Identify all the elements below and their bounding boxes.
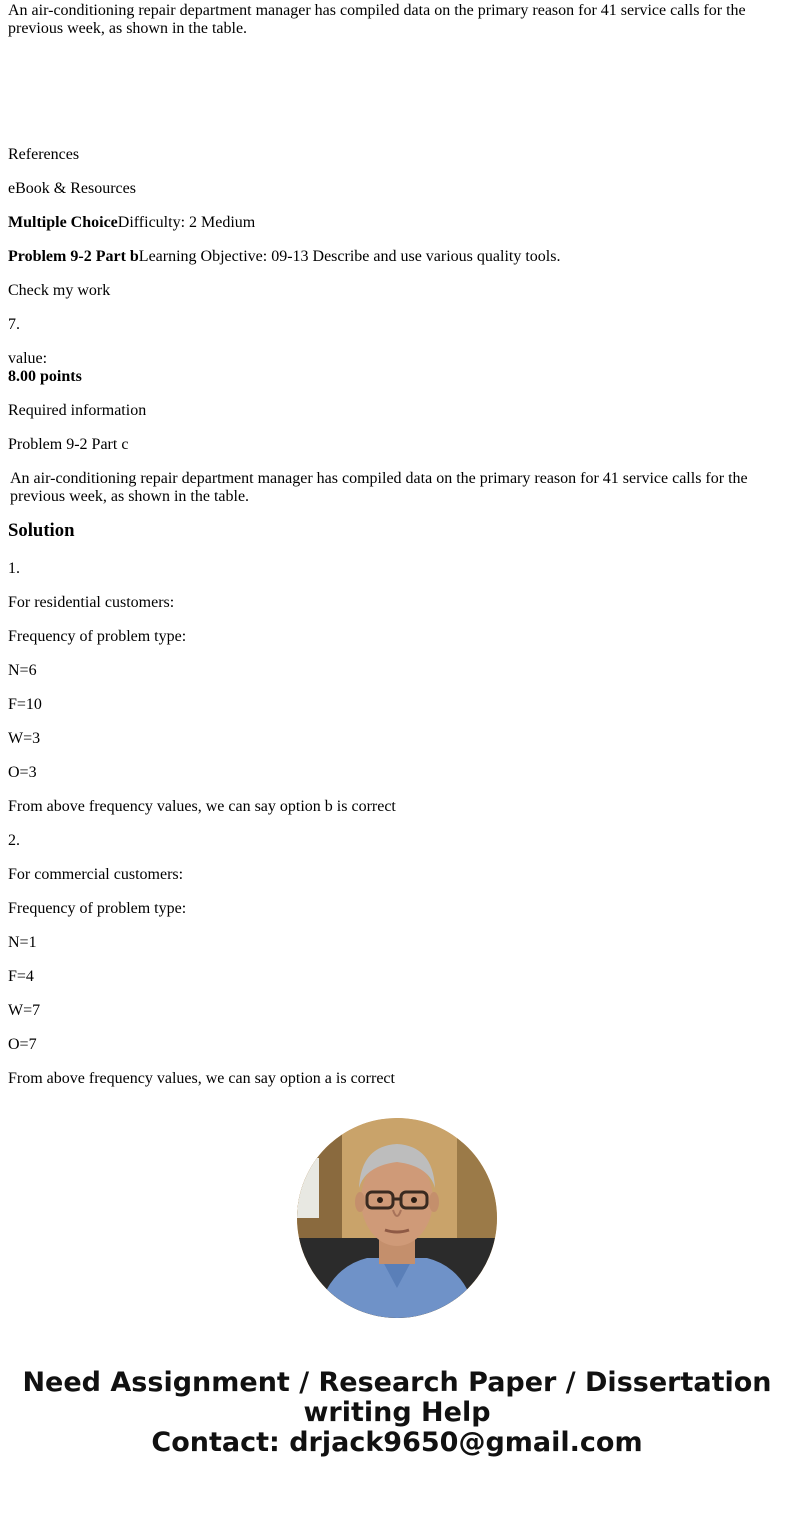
solution-part2-number: 2. (8, 832, 20, 849)
frequency-label-1: Frequency of problem type: (8, 628, 187, 645)
points-text: 8.00 points (8, 368, 82, 385)
check-my-work-label: Check my work (8, 282, 111, 299)
table-image-placeholder (8, 38, 786, 146)
frequency-item: F=4 (8, 968, 34, 985)
solution-part1-number: 1. (8, 560, 20, 577)
frequency-item: W=3 (8, 730, 41, 747)
ebook-resources-label: eBook & Resources (8, 180, 136, 197)
question-value (8, 350, 786, 386)
frequency-item: O=3 (8, 764, 37, 781)
intro-paragraph: An air-conditioning repair department manager has compiled data on the primary reason for 41 service calls for the previous week, as shown in the table. (8, 2, 746, 37)
cta-line-2: writing Help (303, 1397, 491, 1428)
frequency-item: N=6 (8, 662, 37, 679)
problem-part-c-label: Problem 9-2 Part c (8, 436, 129, 453)
question-number: 7. (8, 316, 20, 333)
frequency-label-2: Frequency of problem type: (8, 900, 187, 917)
problem-label: Problem 9-2 Part b (8, 248, 139, 265)
frequency-item: O=7 (8, 1036, 37, 1053)
references-label: References (8, 146, 80, 163)
value-label: value: (8, 350, 48, 367)
cta-line-1: Need Assignment / Research Paper / Dissertation (22, 1367, 772, 1398)
question-meta (8, 214, 786, 232)
contact-banner (0, 1368, 794, 1458)
residential-customers-label: For residential customers: (8, 594, 175, 611)
avatar-container (0, 1118, 794, 1318)
avatar (297, 1118, 497, 1318)
quoted-problem-text: An air-conditioning repair department manager has compiled data on the primary reason for 41 service calls for the previous week, as shown in the table. (10, 470, 748, 505)
solution-heading: Solution (8, 520, 75, 541)
required-information-label: Required information (8, 402, 147, 419)
commercial-customers-label: For commercial customers: (8, 866, 184, 883)
cta-contact-email: Contact: drjack9650@gmail.com (151, 1427, 643, 1458)
person-portrait-icon (297, 1118, 497, 1318)
problem-meta (8, 248, 786, 266)
frequency-item: N=1 (8, 934, 37, 951)
frequency-item: W=7 (8, 1002, 41, 1019)
solution-part1-conclusion: From above frequency values, we can say option b is correct (8, 798, 396, 815)
difficulty-text: Difficulty: 2 Medium (117, 214, 256, 231)
question-type-label: Multiple Choice (8, 214, 118, 231)
solution-part2-conclusion: From above frequency values, we can say option a is correct (8, 1070, 395, 1087)
learning-objective-text: Learning Objective: 09-13 Describe and use various quality tools. (138, 248, 561, 265)
frequency-item: F=10 (8, 696, 42, 713)
